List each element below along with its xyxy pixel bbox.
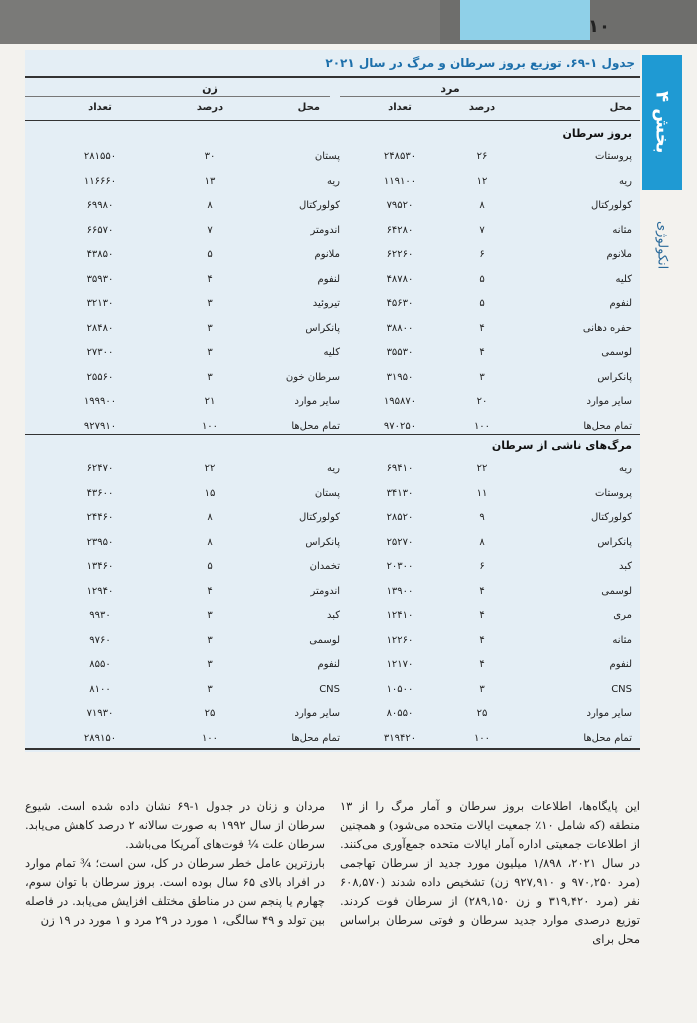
bottom-rule [25, 748, 640, 750]
women-site-cell: تخمدان [309, 561, 340, 572]
men-site-cell: تمام محل‌ها [583, 420, 632, 432]
men-percent-cell: ۵ [479, 273, 485, 285]
men-count-cell: ۳۴۱۳۰ [386, 487, 414, 499]
table-row [25, 558, 640, 578]
men-group-rule [340, 96, 640, 97]
men-count-cell: ۱۲۲۶۰ [386, 634, 414, 646]
men-percent-cell: ۳ [479, 683, 485, 695]
women-count-cell: ۲۸۱۵۵۰ [83, 151, 117, 162]
header-image [460, 0, 590, 40]
women-site-cell: ریه [327, 463, 340, 474]
table-title: جدول ۱-۶۹. توزیع بروز سرطان و مرگ در سال ۲۰۲۱ [325, 56, 635, 70]
women-percent-cell: ۳ [207, 610, 213, 621]
men-percent-cell: ۳ [479, 371, 485, 383]
men-percent-cell: ۸ [479, 200, 485, 211]
women-percent-cell: ۳۰ [204, 151, 216, 162]
men-site-cell: CNS [611, 683, 632, 695]
women-count-cell: ۴۳۶۰۰ [86, 487, 114, 499]
women-site-cell: اندومتر [310, 224, 340, 236]
men-percent-cell: ۴ [479, 585, 485, 597]
men-group-header: مرد [440, 82, 460, 95]
women-percent-cell: ۷ [207, 224, 213, 236]
men-site-cell: پروستات [595, 151, 632, 162]
men-count-cell: ۴۵۶۳۰ [386, 298, 414, 309]
women-site-cell: CNS [319, 683, 340, 695]
men-percent-cell: ۲۵ [476, 708, 488, 719]
body-paragraph: بارزترین عامل خطر سرطان در کل، سن است؛ ¾ تمام موارد در افراد بالای ۶۵ سال بوده است. بروز سرطان با توان سوم، چهارم یا پنجم سن در مناطق مختلف افزایش می‌یابد. در فاصله بین تولد و ۴۹ سالگی، ۱ مورد در ۲۹ مرد و ۱ مورد در ۱۹ زن [25, 856, 326, 927]
women-site-cell: لنفوم [317, 273, 340, 285]
women-count-cell: ۲۸۹۱۵۰ [83, 732, 117, 744]
women-count-cell: ۶۲۴۷۰ [86, 463, 114, 474]
table-row [25, 485, 640, 505]
women-percent-cell: ۳ [207, 322, 213, 334]
men-percent-cell: ۶ [479, 249, 485, 260]
men-site-header: محل [609, 102, 632, 113]
men-site-cell: لوسمی [601, 585, 632, 597]
men-site-cell: لوسمی [601, 347, 632, 358]
men-count-cell: ۳۸۸۰۰ [386, 322, 414, 334]
women-count-cell: ۶۹۹۸۰ [86, 200, 114, 211]
men-site-cell: مری [613, 610, 632, 621]
body-paragraph: مردان و زنان در جدول ۱-۶۹ نشان داده شده است. شیوع سرطان از سال ۱۹۹۲ به صورت سالانه ۲ درصد کاهش می‌یابد. سرطان علت ¼ فوت‌های آمریکا می‌باشد. [25, 799, 325, 851]
women-count-cell: ۱۹۹۹۰۰ [83, 396, 117, 407]
women-site-cell: تمام محل‌ها [291, 732, 340, 744]
table-row [25, 295, 640, 315]
chapter-side-label [644, 200, 680, 290]
section-rule [25, 434, 640, 435]
women-percent-cell: ۸ [207, 512, 213, 523]
men-site-cell: پروستات [595, 487, 632, 499]
men-count-cell: ۱۳۹۰۰ [386, 585, 414, 597]
women-percent-cell: ۵ [207, 249, 213, 260]
men-count-cell: ۱۹۵۸۷۰ [383, 396, 417, 407]
men-percent-cell: ۷ [479, 224, 485, 236]
men-site-cell: کولورکتال [590, 512, 632, 523]
table-row [25, 173, 640, 193]
men-site-cell: ریه [619, 175, 632, 187]
men-percent-cell: ۱۰۰ [473, 420, 491, 432]
women-count-header: تعداد [88, 102, 112, 113]
women-count-cell: ۸۱۰۰ [89, 683, 111, 695]
section-tab-label: بخش ۴ [651, 91, 673, 154]
table-row [25, 534, 640, 554]
men-site-cell: سایر موارد [586, 708, 632, 719]
women-site-cell: سایر موارد [294, 396, 340, 407]
table-row [25, 705, 640, 725]
women-site-cell: کبد [326, 610, 340, 621]
table-row [25, 197, 640, 217]
women-percent-cell: ۳ [207, 683, 213, 695]
women-percent-cell: ۱۰۰ [201, 420, 219, 432]
women-site-cell: سرطان خون [285, 371, 340, 383]
women-group-rule [25, 96, 330, 97]
table-row [25, 246, 640, 266]
men-percent-cell: ۲۰ [476, 396, 488, 407]
men-count-cell: ۲۵۲۷۰ [386, 536, 414, 548]
men-count-cell: ۹۷۰۲۵۰ [383, 420, 417, 432]
men-percent-cell: ۱۰۰ [473, 732, 491, 744]
men-percent-cell: ۱۱ [476, 487, 488, 499]
women-percent-cell: ۳ [207, 298, 213, 309]
table-row [25, 632, 640, 652]
men-site-cell: ریه [619, 463, 632, 474]
women-percent-header: درصد [196, 102, 224, 113]
men-count-cell: ۶۴۲۸۰ [386, 224, 414, 236]
table-row [25, 148, 640, 168]
women-site-cell: کولورکتال [298, 200, 340, 211]
men-count-cell: ۲۴۸۵۳۰ [383, 151, 417, 162]
men-percent-cell: ۱۲ [476, 175, 488, 187]
table-row [25, 320, 640, 340]
men-count-cell: ۳۵۵۳۰ [386, 347, 414, 358]
table-row [25, 583, 640, 603]
women-site-cell: ملانوم [314, 249, 340, 260]
men-percent-cell: ۴ [479, 659, 485, 670]
men-count-header: تعداد [388, 102, 412, 113]
women-count-cell: ۶۶۵۷۰ [86, 224, 114, 236]
women-percent-cell: ۳ [207, 347, 213, 358]
women-site-cell: تمام محل‌ها [291, 420, 340, 432]
men-site-cell: ملانوم [606, 249, 632, 260]
women-site-header: محل [297, 102, 320, 113]
men-site-cell: کبد [618, 561, 632, 572]
table-row [25, 369, 640, 389]
men-percent-header: درصد [468, 102, 496, 113]
men-percent-cell: ۹ [479, 512, 485, 523]
table-row [25, 656, 640, 676]
table-row [25, 509, 640, 529]
men-percent-cell: ۴ [479, 347, 485, 358]
women-count-cell: ۲۸۴۸۰ [86, 322, 114, 334]
table-row [25, 222, 640, 242]
table-row [25, 271, 640, 291]
women-site-cell: کلیه [323, 347, 340, 358]
men-count-cell: ۷۹۵۲۰ [386, 200, 414, 211]
table-row [25, 460, 640, 480]
men-percent-cell: ۲۲ [476, 463, 488, 474]
men-site-cell: پانکراس [597, 536, 632, 548]
men-site-cell: لنفوم [609, 659, 632, 670]
men-count-cell: ۸۰۵۵۰ [386, 708, 414, 719]
men-count-cell: ۳۱۹۴۲۰ [383, 732, 417, 744]
women-percent-cell: ۱۰۰ [201, 732, 219, 744]
table-row [25, 344, 640, 364]
men-percent-cell: ۴ [479, 634, 485, 646]
top-rule [25, 76, 640, 78]
women-percent-cell: ۳ [207, 634, 213, 646]
table-row [25, 730, 640, 750]
men-site-cell: مثانه [612, 224, 632, 236]
men-site-cell: حفره دهانی [582, 322, 632, 334]
women-group-header: زن [202, 82, 218, 95]
section-tab [642, 55, 682, 190]
men-site-cell: مثانه [612, 634, 632, 646]
women-count-cell: ۸۵۵۰ [89, 659, 111, 670]
women-count-cell: ۳۵۹۳۰ [86, 273, 114, 285]
women-percent-cell: ۳ [207, 371, 213, 383]
women-site-cell: پستان [314, 151, 340, 162]
women-site-cell: پستان [314, 487, 340, 499]
cancer-table [25, 50, 640, 752]
women-percent-cell: ۵ [207, 561, 213, 572]
incidence-heading: بروز سرطان [562, 127, 632, 140]
table-row [25, 607, 640, 627]
women-count-cell: ۲۵۵۶۰ [86, 371, 114, 383]
men-site-cell: پانکراس [597, 371, 632, 383]
men-site-cell: کلیه [615, 273, 632, 285]
women-site-cell: کولورکتال [298, 512, 340, 523]
body-text-right-column [340, 797, 640, 949]
women-site-cell: ریه [327, 175, 340, 187]
chapter-side-text: انکولوژی [654, 220, 670, 270]
men-count-cell: ۴۸۷۸۰ [386, 273, 414, 285]
men-percent-cell: ۴ [479, 322, 485, 334]
women-percent-cell: ۴ [207, 273, 213, 285]
body-paragraph: این پایگاه‌ها، اطلاعات بروز سرطان و آمار مرگ را از ۱۳ منطقه (که شامل ۱۰٪ جمعیت ایالات متحده می‌شود) و همچنین از اطلاعات جمعیتی اداره آمار ایالات متحده جمع‌آوری می‌کنند. در سال ۲۰۲۱، ۱/۸۹۸ میلیون مورد جدید از سرطان تهاجمی (مرد ۹۷۰,۲۵۰ و ۹۲۷,۹۱۰ زن) تشخیص داده شدند (۶۰۸,۵۷۰ نفر (مرد ۳۱۹,۴۲۰ و زن ۲۸۹,۱۵۰) از سرطان فوت کردند. توزیع درصدی موارد جدید سرطان و فوتی سرطان براساس محل برای [340, 799, 641, 946]
men-percent-cell: ۴ [479, 610, 485, 621]
women-site-cell: لنفوم [317, 659, 340, 670]
men-count-cell: ۱۱۹۱۰۰ [383, 175, 417, 187]
women-count-cell: ۹۲۷۹۱۰ [83, 420, 117, 432]
background-paper [0, 0, 440, 44]
women-percent-cell: ۲۵ [204, 708, 216, 719]
women-count-cell: ۱۲۹۴۰ [86, 585, 114, 597]
women-site-cell: تیروئید [312, 298, 340, 309]
deaths-heading: مرگ‌های ناشی از سرطان [491, 439, 632, 452]
men-site-cell: لنفوم [609, 298, 632, 309]
men-count-cell: ۱۲۴۱۰ [386, 610, 414, 621]
women-site-cell: پانکراس [305, 322, 340, 334]
women-count-cell: ۷۱۹۳۰ [86, 708, 114, 719]
women-count-cell: ۱۱۶۶۶۰ [83, 175, 117, 187]
women-percent-cell: ۲۱ [204, 396, 216, 407]
men-percent-cell: ۶ [479, 561, 485, 572]
women-percent-cell: ۱۵ [204, 487, 216, 499]
men-site-cell: سایر موارد [586, 396, 632, 407]
table-row [25, 393, 640, 413]
women-site-cell: لوسمی [309, 634, 340, 646]
women-site-cell: پانکراس [305, 536, 340, 548]
header-rule [25, 120, 640, 121]
women-count-cell: ۲۴۴۶۰ [86, 512, 114, 523]
women-count-cell: ۴۳۸۵۰ [86, 249, 114, 260]
men-count-cell: ۲۰۳۰۰ [386, 561, 414, 572]
women-count-cell: ۲۷۳۰۰ [86, 347, 114, 358]
women-percent-cell: ۸ [207, 200, 213, 211]
men-percent-cell: ۲۶ [476, 151, 488, 162]
women-percent-cell: ۳ [207, 659, 213, 670]
women-count-cell: ۹۷۶۰ [89, 634, 111, 646]
women-percent-cell: ۴ [207, 585, 213, 597]
women-percent-cell: ۱۳ [204, 175, 216, 187]
men-site-cell: کولورکتال [590, 200, 632, 211]
men-count-cell: ۱۲۱۷۰ [386, 659, 414, 670]
men-count-cell: ۳۱۹۵۰ [386, 371, 414, 383]
men-count-cell: ۶۲۲۶۰ [386, 249, 414, 260]
women-count-cell: ۱۳۴۶۰ [86, 561, 114, 572]
men-count-cell: ۶۹۴۱۰ [386, 463, 414, 474]
women-site-cell: سایر موارد [294, 708, 340, 719]
men-count-cell: ۲۸۵۲۰ [386, 512, 414, 523]
body-text-left-column [25, 797, 325, 930]
women-site-cell: اندومتر [310, 585, 340, 597]
table-row [25, 681, 640, 701]
women-percent-cell: ۸ [207, 536, 213, 548]
men-percent-cell: ۸ [479, 536, 485, 548]
page-number: ۱۰ [588, 16, 610, 37]
men-count-cell: ۱۰۵۰۰ [386, 683, 414, 695]
women-count-cell: ۹۹۳۰ [89, 610, 111, 621]
women-count-cell: ۳۲۱۳۰ [86, 298, 114, 309]
men-site-cell: تمام محل‌ها [583, 732, 632, 744]
women-count-cell: ۲۳۹۵۰ [86, 536, 114, 548]
men-percent-cell: ۵ [479, 298, 485, 309]
women-percent-cell: ۲۲ [204, 463, 216, 474]
